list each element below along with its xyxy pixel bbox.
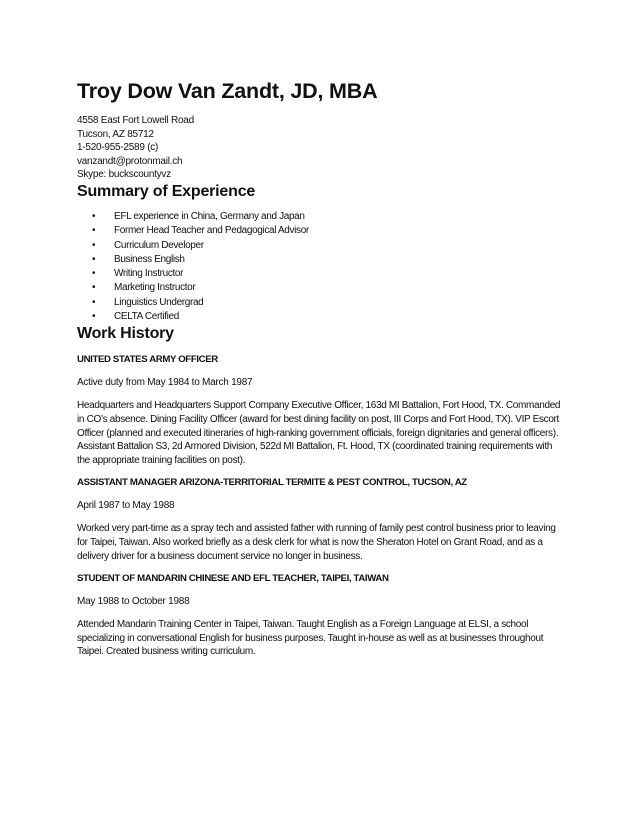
bullet-icon: • <box>92 253 96 265</box>
summary-item <box>77 267 567 281</box>
summary-item <box>77 281 567 295</box>
resume-content <box>77 78 567 659</box>
summary-item-text: Marketing Instructor <box>114 282 196 294</box>
candidate-name: Troy Dow Van Zandt, JD, MBA <box>77 79 378 103</box>
job-title: ASSISTANT MANAGER ARIZONA-TERRITORIAL TERMITE & PEST CONTROL, TUCSON, AZ <box>77 477 467 489</box>
job-dates: April 1987 to May 1988 <box>77 500 175 512</box>
summary-item <box>77 296 567 310</box>
job-dates: Active duty from May 1984 to March 1987 <box>77 377 253 389</box>
summary-item <box>77 253 567 267</box>
address-line-2: Tucson, AZ 85712 <box>77 128 154 140</box>
summary-item-text: Writing Instructor <box>114 268 184 280</box>
summary-heading: Summary of Experience <box>77 182 256 200</box>
address-line-1: 4558 East Fort Lowell Road <box>77 115 194 126</box>
summary-item-text: CELTA Certified <box>114 311 179 323</box>
summary-item-text: Curriculum Developer <box>114 239 204 251</box>
bullet-icon: • <box>92 239 96 251</box>
summary-item-text: Business English <box>114 253 185 265</box>
bullet-icon: • <box>92 311 96 323</box>
summary-item <box>77 239 567 253</box>
contact-block <box>77 114 567 182</box>
summary-item-text: EFL experience in China, Germany and Japan <box>114 210 305 222</box>
job-entry-army <box>77 353 567 467</box>
job-description: Attended Mandarin Training Center in Taipei, Taiwan. Taught English as a Foreign Language at ELSI, a school specializing in conversational English for business purposes. Taught in-house as well as at businesses throughout Taipei. Created business writing curriculum. <box>77 619 544 658</box>
email-address: vanzandt@protonmail.ch <box>77 155 183 167</box>
summary-item-text: Linguistics Undergrad <box>114 296 204 308</box>
summary-list <box>77 210 567 324</box>
phone-number: 1-520-955-2589 (c) <box>77 142 159 154</box>
job-description: Headquarters and Headquarters Support Company Executive Officer, 163d MI Battalion, Fort Hood, TX. Commanded in CO’s absence. Dining Facility Officer (award for best dining facility on post, III Corps and Fort Hood, TX). VIP Escort Officer (planned and executed itineraries of high-ranking government officials, foreign dignitaries and general officers). Assistant Battalion S3, 2d Armored Division, 522d MI Battalion, Ft. Hood, TX (coordinated training requirements with the appropriate training facilities on post). <box>77 400 561 466</box>
job-title: STUDENT OF MANDARIN CHINESE AND EFL TEACHER, TAIPEI, TAIWAN <box>77 573 389 585</box>
skype-handle: Skype: buckscountyvz <box>77 169 171 181</box>
summary-item <box>77 210 567 224</box>
summary-item-text: Former Head Teacher and Pedagogical Advisor <box>114 225 309 237</box>
bullet-icon: • <box>92 282 96 294</box>
job-dates: May 1988 to October 1988 <box>77 596 190 608</box>
job-title: UNITED STATES ARMY OFFICER <box>77 354 218 366</box>
bullet-icon: • <box>92 268 96 280</box>
bullet-icon: • <box>92 225 96 237</box>
work-history-heading: Work History <box>77 325 174 343</box>
summary-item <box>77 310 567 324</box>
summary-item <box>77 224 567 238</box>
job-description: Worked very part-time as a spray tech and assisted father with running of family pest control business prior to leaving for Taipei, Taiwan. Also worked briefly as a desk clerk for what is now the Sheraton Hotel on Grant Road, and as a delivery driver for a business document service no longer in business. <box>77 523 556 562</box>
bullet-icon: • <box>92 210 96 222</box>
bullet-icon: • <box>92 296 96 308</box>
job-entry-pest-control <box>77 476 567 563</box>
job-entry-taipei <box>77 572 567 659</box>
